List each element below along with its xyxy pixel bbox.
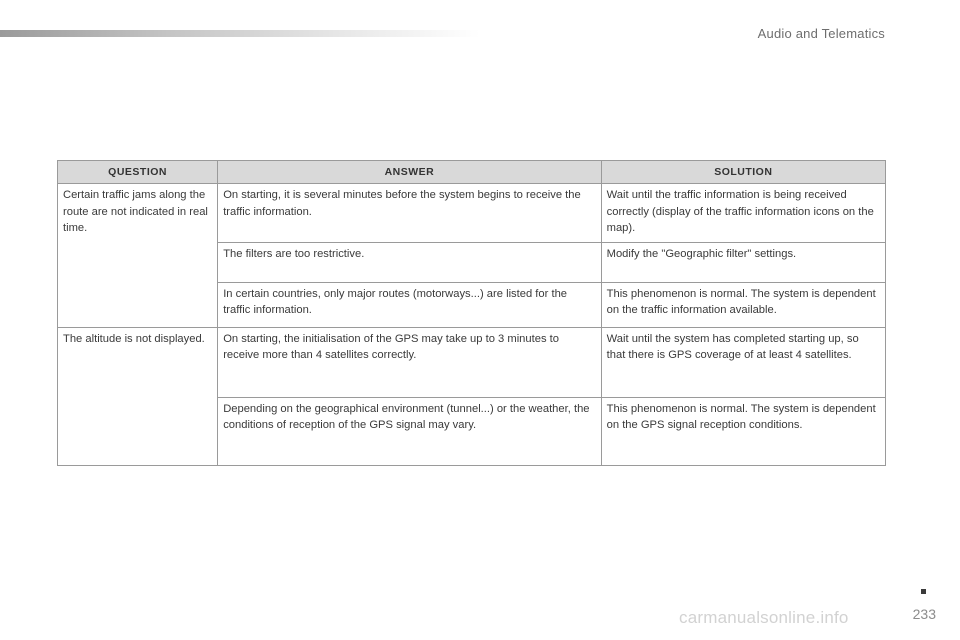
answer-cell: The filters are too restrictive.: [218, 242, 601, 282]
solution-cell: Modify the "Geographic filter" settings.: [601, 242, 885, 282]
answer-cell: On starting, the initialisation of the GPS may take up to 3 minutes to receive more than 4 satellites correctly.: [218, 327, 601, 397]
answer-cell: On starting, it is several minutes before the system begins to receive the traffic information.: [218, 184, 601, 243]
answer-cell: In certain countries, only major routes (motorways...) are listed for the traffic information.: [218, 282, 601, 327]
section-title: Audio and Telematics: [757, 26, 885, 41]
header-gradient-bar: [0, 30, 480, 37]
table-row: [58, 184, 886, 243]
page-marker-square: [921, 589, 926, 594]
question-cell: Certain traffic jams along the route are not indicated in real time.: [58, 184, 218, 328]
question-cell: The altitude is not displayed.: [58, 327, 218, 465]
table-row: [58, 327, 886, 397]
page-number: 233: [912, 606, 936, 622]
column-header-answer: ANSWER: [218, 161, 601, 184]
solution-cell: Wait until the traffic information is being received correctly (display of the traffic information icons on the map).: [601, 184, 885, 243]
column-header-solution: SOLUTION: [601, 161, 885, 184]
table-header-row: [58, 161, 886, 184]
watermark-text: carmanualsonline.info: [679, 608, 849, 627]
column-header-question: QUESTION: [58, 161, 218, 184]
solution-cell: This phenomenon is normal. The system is dependent on the GPS signal reception conditions.: [601, 397, 885, 465]
answer-cell: Depending on the geographical environment (tunnel...) or the weather, the conditions of reception of the GPS signal may vary.: [218, 397, 601, 465]
solution-cell: Wait until the system has completed starting up, so that there is GPS coverage of at least 4 satellites.: [601, 327, 885, 397]
troubleshooting-table: [57, 160, 886, 466]
solution-cell: This phenomenon is normal. The system is dependent on the traffic information available.: [601, 282, 885, 327]
